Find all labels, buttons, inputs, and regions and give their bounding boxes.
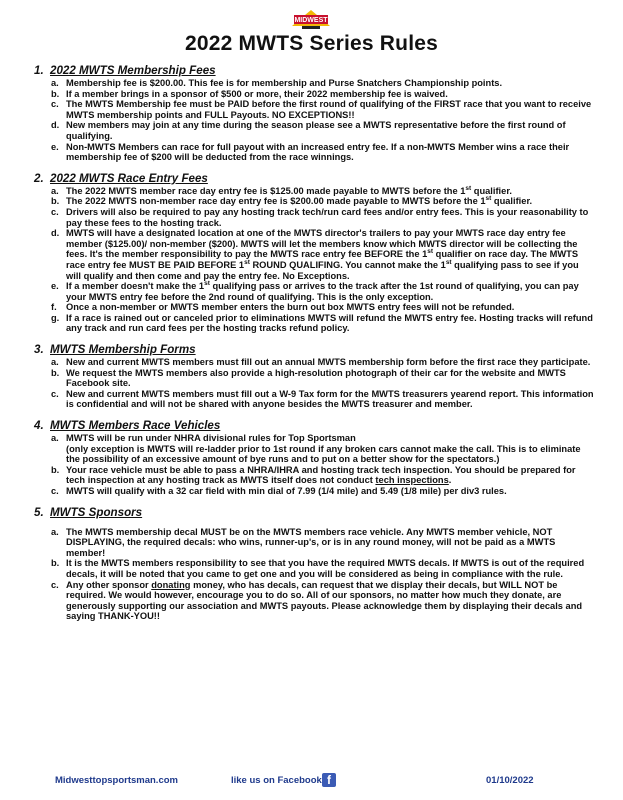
section-title: MWTS Members Race Vehicles xyxy=(50,419,221,433)
rules-section xyxy=(34,172,594,334)
ordinal-suffix: st xyxy=(465,184,472,192)
rule-list xyxy=(34,357,594,410)
rule-text-part: New and current MWTS members must fill out an annual MWTS membership form before the first race they participate. xyxy=(66,357,591,368)
rule-text-part: Membership fee is $200.00. This fee is for membership and Purse Snatchers Championship points. xyxy=(66,78,503,88)
section-heading xyxy=(34,172,594,186)
rule-text xyxy=(66,186,594,197)
rule-letter: e. xyxy=(51,141,59,152)
rule-letter: a. xyxy=(51,357,59,368)
rule-text xyxy=(66,465,594,486)
facebook-text[interactable]: like us on Facebook xyxy=(231,775,322,786)
section-number: 1. xyxy=(34,64,44,77)
rule-item xyxy=(34,78,594,89)
rule-letter: f. xyxy=(51,302,57,313)
rule-letter: d. xyxy=(51,228,60,239)
rule-list xyxy=(34,433,594,497)
section-number: 4. xyxy=(34,419,44,433)
rule-item xyxy=(34,142,594,163)
rule-list xyxy=(34,527,594,622)
rule-text xyxy=(66,207,594,228)
rule-letter: a. xyxy=(51,185,59,196)
section-number: 2. xyxy=(34,171,44,185)
rule-text-part: ROUND QUALIFING. You cannot make the 1 xyxy=(249,259,446,270)
rule-item xyxy=(34,89,594,100)
ordinal-suffix: st xyxy=(204,280,210,287)
rule-letter: b. xyxy=(51,367,60,378)
rule-item xyxy=(34,389,594,410)
rule-item xyxy=(34,302,594,313)
rule-text xyxy=(66,558,594,579)
rule-list xyxy=(34,186,594,334)
rule-text-part: New and current MWTS members must fill out a W-9 Tax form for the MWTS treasurers yearend report. This information is confidential and will not be shared with anyone besides the MWTS treasurer and member. xyxy=(66,388,594,410)
page-title: 2022 MWTS Series Rules xyxy=(184,32,438,55)
rule-text-part: The 2022 MWTS member race day entry fee is $125.00 made payable to MWTS before the 1 xyxy=(66,185,466,196)
rule-letter: g. xyxy=(51,312,60,323)
section-title: MWTS Sponsors xyxy=(50,505,143,519)
rule-item xyxy=(34,433,594,465)
rule-text-part: qualifier on race day. The MWTS race entry fee MUST BE PAID BEFORE 1 xyxy=(66,249,579,270)
rule-text-part: MWTS will be run under NHRA divisional rules for Top Sportsman xyxy=(66,433,356,444)
section-heading xyxy=(34,343,594,357)
rule-text xyxy=(66,196,594,207)
rule-text-part: qualifier. xyxy=(491,196,533,207)
underlined-term: tech inspections xyxy=(375,475,449,486)
rule-text xyxy=(66,389,594,410)
midwest-logo xyxy=(288,6,334,32)
rule-text-part: The MWTS membership decal MUST be on the MWTS members race vehicle. Any MWTS member vehicle, NOT DISPLAYING, the required decals: who wins, runner-up's, or is in any round money, will not be paid as a MWTS member! xyxy=(66,526,556,558)
rule-letter: c. xyxy=(51,99,59,110)
rule-text xyxy=(66,486,594,497)
rules-section xyxy=(34,64,594,163)
section-heading xyxy=(34,419,594,433)
rule-text-part: New members may join at any time during the season please see a MWTS representative before the first round of qualifying. xyxy=(66,120,566,141)
rule-item xyxy=(34,281,594,302)
rule-text-part: The 2022 MWTS non-member race day entry fee is $200.00 made payable to MWTS before the 1 xyxy=(66,196,486,207)
rule-text xyxy=(66,313,594,334)
rule-item xyxy=(34,357,594,368)
page-footer xyxy=(0,773,623,789)
underlined-term: donating xyxy=(151,579,191,590)
facebook-icon[interactable]: f xyxy=(322,773,336,787)
rule-letter: a. xyxy=(51,78,59,88)
ordinal-suffix: st xyxy=(427,248,434,256)
rule-text xyxy=(66,120,594,141)
rule-item xyxy=(34,196,594,207)
rule-letter: c. xyxy=(51,486,59,496)
rule-text xyxy=(66,433,594,465)
rule-text xyxy=(66,580,594,622)
rule-item xyxy=(34,368,594,389)
rule-text-part: qualifying pass or arrives to the track after the 1st round of qualifying, you can pay your MWTS entry fee before the 2nd round of qualifying. This is the only exception. xyxy=(66,281,579,302)
ordinal-suffix: st xyxy=(485,195,492,203)
rule-text-part: The MWTS Membership fee must be PAID before the first round of qualifying of the FIRST race that you want to receive MWTS membership points and FULL Payouts. NO EXCEPTIONS!! xyxy=(66,99,592,120)
rule-text-part: MWTS will have a designated location at one of the MWTS director's trailers to pay your MWTS race day entry fee member ($125.00)/ non-member ($200). MWTS will let the members know which MWTS director will be collecting the fees. It's the member responsibility to pay the MWTS race entry fee BEFORE the 1 xyxy=(66,228,578,260)
rules-section xyxy=(34,343,594,410)
rule-item xyxy=(34,207,594,228)
rule-letter: b. xyxy=(51,88,60,99)
rule-letter: c. xyxy=(51,206,59,217)
rule-item xyxy=(34,120,594,141)
rule-item xyxy=(34,313,594,334)
rule-text xyxy=(66,142,594,163)
ordinal-suffix: st xyxy=(244,258,250,266)
rule-note: (only exception is MWTS will re-ladder prior to 1st round if any broken cars cannot make the call. This is to eliminate the possibility of an excessive amount of bye runs and to put on a better show for the spectators.) xyxy=(66,443,581,465)
rule-item xyxy=(34,580,594,622)
section-number: 3. xyxy=(34,343,44,357)
section-title: 2022 MWTS Membership Fees xyxy=(50,64,216,77)
rule-letter: e. xyxy=(51,281,59,292)
logo-text: MIDWEST xyxy=(294,17,328,24)
rule-letter: b. xyxy=(51,196,60,207)
section-title: MWTS Membership Forms xyxy=(50,343,196,357)
rule-text-part: If a race is rained out or canceled prior to eliminations MWTS will refund the MWTS entry fee. Hosting tracks will refund any track and run card fees per the hosting tracks refund policy. xyxy=(66,312,593,334)
rule-item xyxy=(34,465,594,486)
rules-section xyxy=(34,419,594,497)
rule-letter: a. xyxy=(51,526,59,537)
rule-text-part: Your race vehicle must be able to pass a NHRA/IHRA and hosting track tech inspection. You should be prepared for tech inspection at any hosting track as MWTS itself does not conduct xyxy=(66,464,576,486)
rule-text xyxy=(66,89,594,100)
rule-item xyxy=(34,558,594,579)
rule-letter: c. xyxy=(51,579,59,590)
section-heading xyxy=(34,64,594,78)
rule-text xyxy=(66,357,594,368)
section-heading xyxy=(34,506,594,520)
rule-item xyxy=(34,186,594,197)
rule-text-part: If a member brings in a sponsor of $500 or more, their 2022 membership fee is waived. xyxy=(66,88,448,99)
rule-text xyxy=(66,368,594,389)
rules-section xyxy=(34,506,594,622)
rule-text-part: qualifying pass to see if you will qualify and then come and pay the entry fee. No Exceptions. xyxy=(66,259,579,281)
rule-text xyxy=(66,78,594,89)
website-link[interactable]: Midwesttopsportsman.com xyxy=(55,775,178,786)
rule-item xyxy=(34,486,594,497)
rules-content xyxy=(34,64,594,631)
rule-letter: b. xyxy=(51,464,60,475)
rule-text-part: Non-MWTS Members can race for full payout with an increased entry fee. If a non-MWTS Member wins a race their membership fee of $200 will be deducted from the race winnings. xyxy=(66,141,570,163)
section-number: 5. xyxy=(34,505,44,519)
rule-text xyxy=(66,228,594,281)
rule-text-part: We request the MWTS members also provide a high-resolution photograph of their car for the website and MWTS Facebook site. xyxy=(66,367,566,389)
rule-letter: a. xyxy=(51,433,59,444)
rule-item xyxy=(34,99,594,120)
rule-text-part: money, who has decals, can request that we display their decals, but WILL NOT be required. We would however, encourage you to do so. All of our sponsors, no matter how much they donate, are generously supporting our association and MWTS payouts. Please acknowledge them by displaying their decals and saying THANK-YOU!! xyxy=(66,579,583,622)
ordinal-suffix: st xyxy=(445,258,452,266)
rule-text xyxy=(66,281,594,302)
rule-text xyxy=(66,527,594,559)
rule-text-part: . xyxy=(448,475,452,486)
rule-item xyxy=(34,228,594,281)
rule-letter: b. xyxy=(51,558,60,569)
rule-letter: c. xyxy=(51,388,59,399)
rule-text-part: MWTS will qualify with a 32 car field with min dial of 7.99 (1/4 mile) and 5.49 (1/8 mile) per div3 rules. xyxy=(66,486,507,496)
rule-text-part: Any other sponsor xyxy=(66,579,152,590)
rule-letter: d. xyxy=(51,120,60,131)
rule-text-part: Drivers will also be required to pay any hosting track tech/run card fees and/or entry fees. This is your reasonability to pay these fees to the hosting track. xyxy=(66,206,589,228)
rule-text xyxy=(66,99,594,120)
section-spacer xyxy=(34,520,594,527)
rule-text-part: qualifier. xyxy=(471,185,513,196)
rule-text xyxy=(66,302,594,313)
rule-text-part: If a member doesn't make the 1 xyxy=(66,281,205,292)
rule-text-part: Once a non-member or MWTS member enters the burn out box MWTS entry fees will not be refunded. xyxy=(66,302,515,313)
section-title: 2022 MWTS Race Entry Fees xyxy=(50,171,208,185)
rule-text-part: It is the MWTS members responsibility to see that you have the required MWTS decals. If MWTS is out of the required decals, it will be noted that you came to get one and you will be considered as being in compliance with the rule. xyxy=(66,558,585,579)
logo-underbar xyxy=(302,26,320,29)
document-date: 01/10/2022 xyxy=(486,775,534,786)
rule-list xyxy=(34,78,594,163)
rule-item xyxy=(34,527,594,559)
